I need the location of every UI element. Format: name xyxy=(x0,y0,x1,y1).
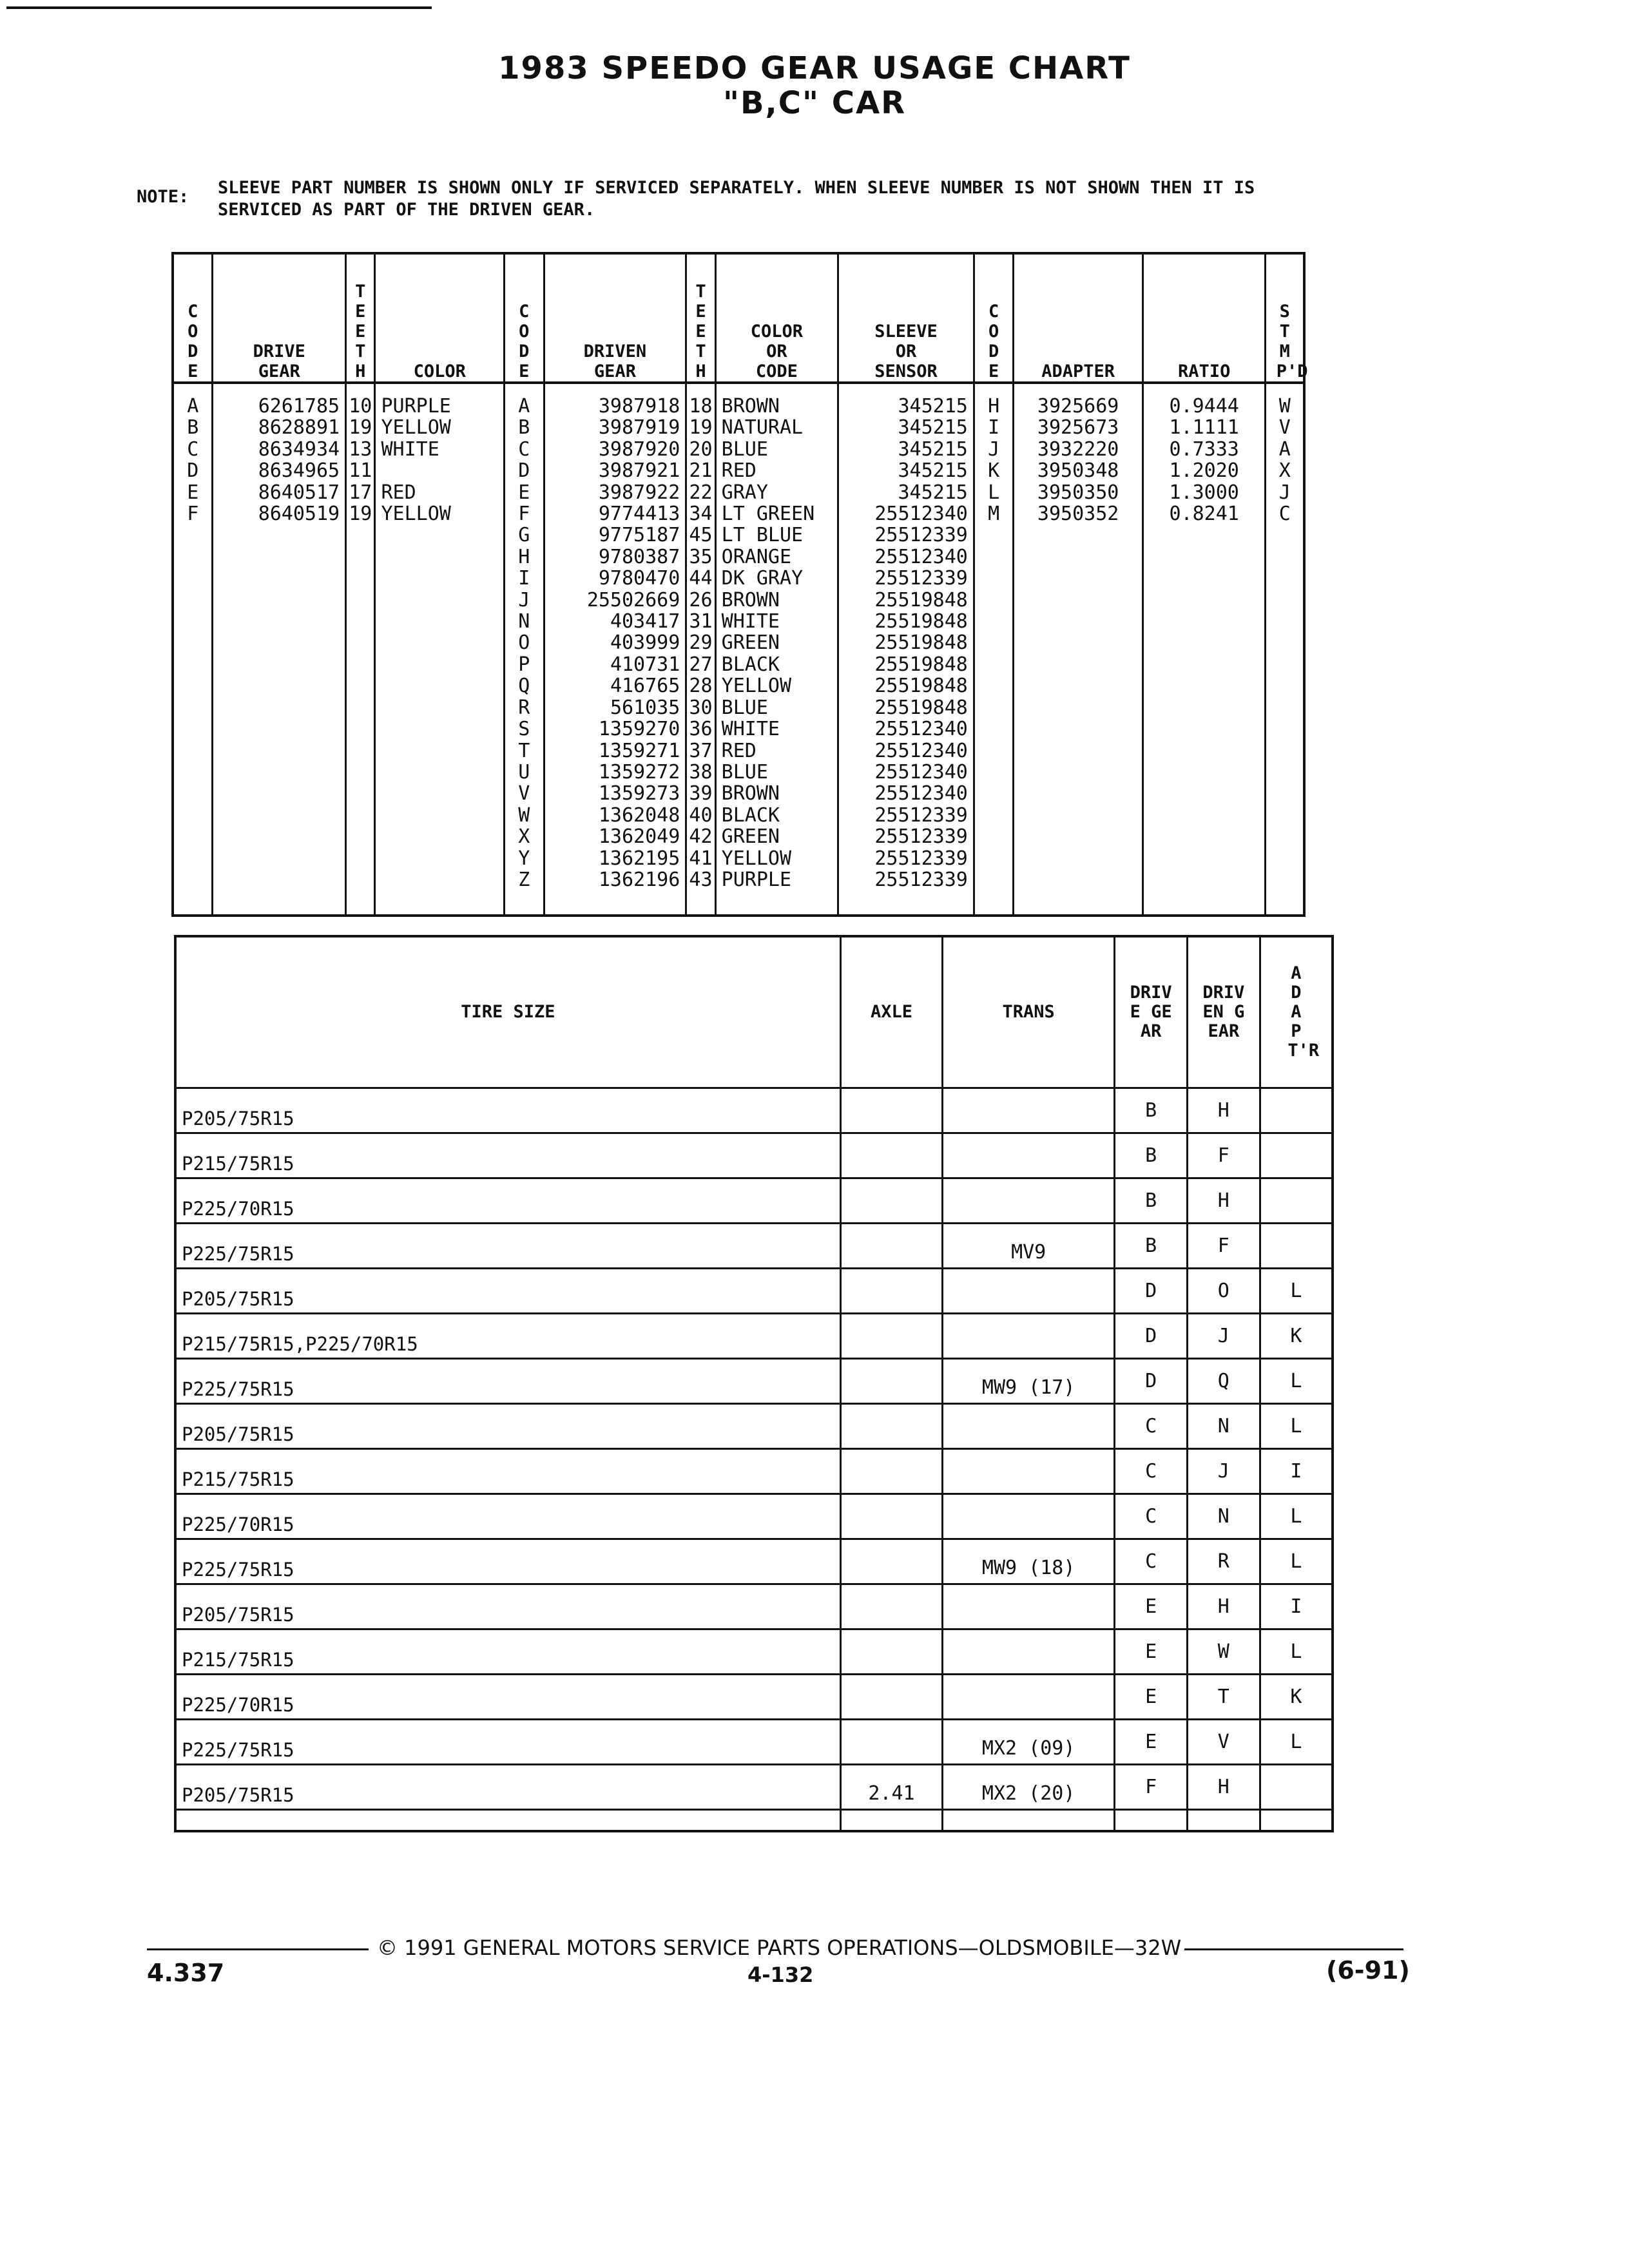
adapter-numbers: 3925669 3925673 3932220 3950348 3950350 3950352 xyxy=(1014,383,1143,916)
usage-row xyxy=(175,1449,1333,1494)
trans-cell: MX2 (09) xyxy=(943,1720,1115,1765)
axle-cell xyxy=(840,1675,942,1720)
header-trans: TRANS xyxy=(943,936,1115,1088)
trans-cell: MV9 xyxy=(943,1224,1115,1269)
driven-gear-cell: H xyxy=(1187,1088,1260,1133)
header-color-code: COLOR OR CODE xyxy=(715,253,838,383)
axle-cell xyxy=(840,1224,942,1269)
footer-left-code: 4.337 xyxy=(147,1959,225,1987)
driven-gear-cell: J xyxy=(1187,1314,1260,1359)
empty-cell xyxy=(1187,1810,1260,1832)
drive-gear-cell: B xyxy=(1115,1224,1188,1269)
drive-gear-cell: C xyxy=(1115,1494,1188,1539)
header-stamped: STMP'D xyxy=(1266,253,1304,383)
trans-cell: MX2 (20) xyxy=(943,1765,1115,1810)
driven-gear-cell: J xyxy=(1187,1449,1260,1494)
tire-size-cell: P225/70R15 xyxy=(175,1178,840,1224)
adapter-cell: K xyxy=(1260,1314,1333,1359)
empty-cell xyxy=(175,1810,840,1832)
gear-table-body xyxy=(173,383,1304,916)
driven-gear-cell: N xyxy=(1187,1494,1260,1539)
drive-gear-cell: D xyxy=(1115,1269,1188,1314)
adapter-cell xyxy=(1260,1088,1333,1133)
usage-row xyxy=(175,1314,1333,1359)
driven-gears: 3987918 3987919 3987920 3987921 3987922 9774413 9775187 9780387 9780470 25502669 403417 403999 410731 416765 561035 1359270 1359271 1359272 1359273 1362048 1362049 1362195 1362196 xyxy=(544,383,686,916)
driven-gear-cell: T xyxy=(1187,1675,1260,1720)
adapter-cell: L xyxy=(1260,1404,1333,1449)
header-tire-size: TIRE SIZE xyxy=(175,936,840,1088)
axle-cell xyxy=(840,1269,942,1314)
adapter-cell: L xyxy=(1260,1494,1333,1539)
adapter-cell xyxy=(1260,1133,1333,1178)
adapter-cell: K xyxy=(1260,1675,1333,1720)
trans-cell xyxy=(943,1314,1115,1359)
adapter-cell: L xyxy=(1260,1720,1333,1765)
driven-teeth: 18 19 20 21 22 34 45 35 44 26 31 29 27 28 30 36 37 38 39 40 42 41 43 xyxy=(686,383,715,916)
gear-table xyxy=(171,252,1306,917)
axle-cell xyxy=(840,1720,942,1765)
drive-gear-cell: E xyxy=(1115,1720,1188,1765)
adapter-cell xyxy=(1260,1178,1333,1224)
page-title: 1983 SPEEDO GEAR USAGE CHART xyxy=(498,50,1131,86)
usage-row xyxy=(175,1178,1333,1224)
header-adapter: ADAPTER xyxy=(1014,253,1143,383)
drive-gear-cell: B xyxy=(1115,1088,1188,1133)
drive-gear-cell: B xyxy=(1115,1133,1188,1178)
page-subtitle: "B,C" CAR xyxy=(722,85,907,121)
trans-cell xyxy=(943,1629,1115,1675)
axle-cell xyxy=(840,1629,942,1675)
trans-cell xyxy=(943,1584,1115,1629)
drive-gear-cell: B xyxy=(1115,1178,1188,1224)
usage-row xyxy=(175,1359,1333,1404)
drive-gears: 6261785 8628891 8634934 8634965 8640517 8640519 xyxy=(213,383,346,916)
axle-cell xyxy=(840,1088,942,1133)
driven-gear-cell: Q xyxy=(1187,1359,1260,1404)
trans-cell xyxy=(943,1088,1115,1133)
header-color-1: COLOR xyxy=(375,253,505,383)
ratios: 0.9444 1.1111 0.7333 1.2020 1.3000 0.8241 xyxy=(1142,383,1266,916)
usage-row xyxy=(175,1539,1333,1584)
stamped-codes: W V A X J C xyxy=(1266,383,1304,916)
axle-cell xyxy=(840,1494,942,1539)
driven-gear-cell: H xyxy=(1187,1178,1260,1224)
drive-colors: PURPLE YELLOW WHITE RED YELLOW xyxy=(375,383,505,916)
usage-row xyxy=(175,1224,1333,1269)
header-sleeve: SLEEVE OR SENSOR xyxy=(838,253,974,383)
axle-cell xyxy=(840,1359,942,1404)
header-driven-gear-2: DRIVEN GEAR xyxy=(1187,936,1260,1088)
top-rule xyxy=(6,6,432,9)
header-drive-gear-2: DRIVE GEAR xyxy=(1115,936,1188,1088)
usage-row xyxy=(175,1584,1333,1629)
footer-page-number: 4-132 xyxy=(747,1963,814,1987)
header-teeth-1: TEETH xyxy=(346,253,375,383)
footer-copyright: © 1991 GENERAL MOTORS SERVICE PARTS OPERATIONS—OLDSMOBILE—32W xyxy=(377,1936,1182,1960)
usage-table xyxy=(174,935,1334,1832)
header-ratio: RATIO xyxy=(1142,253,1266,383)
tire-size-cell: P225/75R15 xyxy=(175,1359,840,1404)
usage-table-header xyxy=(175,936,1333,1088)
usage-row-empty xyxy=(175,1810,1333,1832)
usage-row xyxy=(175,1765,1333,1810)
drive-gear-cell: C xyxy=(1115,1404,1188,1449)
trans-cell xyxy=(943,1494,1115,1539)
axle-cell xyxy=(840,1539,942,1584)
empty-cell xyxy=(1260,1810,1333,1832)
empty-cell xyxy=(1115,1810,1188,1832)
usage-row xyxy=(175,1133,1333,1178)
note-label: NOTE: xyxy=(137,187,189,207)
note-line-2: SERVICED AS PART OF THE DRIVEN GEAR. xyxy=(218,200,595,220)
footer-date-code: (6-91) xyxy=(1326,1956,1410,1984)
drive-gear-cell: E xyxy=(1115,1584,1188,1629)
tire-size-cell: P205/75R15 xyxy=(175,1765,840,1810)
trans-cell xyxy=(943,1404,1115,1449)
tire-size-cell: P205/75R15 xyxy=(175,1404,840,1449)
drive-gear-cell: C xyxy=(1115,1449,1188,1494)
tire-size-cell: P225/75R15 xyxy=(175,1224,840,1269)
axle-cell xyxy=(840,1584,942,1629)
tire-size-cell: P205/75R15 xyxy=(175,1584,840,1629)
drive-gear-cell: D xyxy=(1115,1314,1188,1359)
footer-rule-left xyxy=(147,1948,369,1950)
usage-row xyxy=(175,1404,1333,1449)
driven-gear-cell: F xyxy=(1187,1133,1260,1178)
usage-row xyxy=(175,1088,1333,1133)
trans-cell: MW9 (17) xyxy=(943,1359,1115,1404)
trans-cell xyxy=(943,1449,1115,1494)
tire-size-cell: P205/75R15 xyxy=(175,1088,840,1133)
note-line-1: SLEEVE PART NUMBER IS SHOWN ONLY IF SERVICED SEPARATELY. WHEN SLEEVE NUMBER IS NOT SHOWN THEN IT IS xyxy=(218,178,1255,198)
tire-size-cell: P225/70R15 xyxy=(175,1675,840,1720)
adapter-cell: I xyxy=(1260,1449,1333,1494)
header-axle: AXLE xyxy=(840,936,942,1088)
trans-cell xyxy=(943,1269,1115,1314)
usage-row xyxy=(175,1675,1333,1720)
header-driven-gear: DRIVEN GEAR xyxy=(544,253,686,383)
driven-gear-cell: W xyxy=(1187,1629,1260,1675)
tire-size-cell: P215/75R15 xyxy=(175,1449,840,1494)
axle-cell xyxy=(840,1404,942,1449)
driven-gear-cell: H xyxy=(1187,1765,1260,1810)
trans-cell xyxy=(943,1675,1115,1720)
drive-gear-cell: E xyxy=(1115,1629,1188,1675)
tire-size-cell: P225/75R15 xyxy=(175,1539,840,1584)
drive-gear-cell: F xyxy=(1115,1765,1188,1810)
driven-gear-cell: H xyxy=(1187,1584,1260,1629)
drive-teeth: 10 19 13 11 17 19 xyxy=(346,383,375,916)
axle-cell xyxy=(840,1178,942,1224)
adapter-cell: L xyxy=(1260,1359,1333,1404)
adapter-cell: I xyxy=(1260,1584,1333,1629)
header-code-2: CODE xyxy=(505,253,544,383)
tire-size-cell: P215/75R15 xyxy=(175,1629,840,1675)
drive-gear-cell: D xyxy=(1115,1359,1188,1404)
adapter-cell: L xyxy=(1260,1539,1333,1584)
axle-cell xyxy=(840,1314,942,1359)
tire-size-cell: P225/75R15 xyxy=(175,1720,840,1765)
usage-row xyxy=(175,1720,1333,1765)
sleeve-numbers: 345215 345215 345215 345215 345215 25512340 25512339 25512340 25512339 25519848 25519848 25519848 25519848 25519848 25519848 25512340 25512340 25512340 25512340 25512339 25512339 25512339 25512339 xyxy=(838,383,974,916)
usage-row xyxy=(175,1269,1333,1314)
driven-codes: A B C D E F G H I J N O P Q R S T U V W X Y Z xyxy=(505,383,544,916)
empty-cell xyxy=(840,1810,942,1832)
tire-size-cell: P205/75R15 xyxy=(175,1269,840,1314)
trans-cell xyxy=(943,1178,1115,1224)
header-code-1: CODE xyxy=(173,253,213,383)
adapter-cell: L xyxy=(1260,1629,1333,1675)
adapter-codes: H I J K L M xyxy=(974,383,1013,916)
adapter-cell xyxy=(1260,1224,1333,1269)
driven-gear-cell: O xyxy=(1187,1269,1260,1314)
driven-gear-cell: R xyxy=(1187,1539,1260,1584)
trans-cell: MW9 (18) xyxy=(943,1539,1115,1584)
empty-cell xyxy=(943,1810,1115,1832)
gear-table-header xyxy=(173,253,1304,383)
adapter-cell xyxy=(1260,1765,1333,1810)
drive-gear-cell: E xyxy=(1115,1675,1188,1720)
header-drive-gear: DRIVE GEAR xyxy=(213,253,346,383)
axle-cell xyxy=(840,1133,942,1178)
drive-gear-cell: C xyxy=(1115,1539,1188,1584)
header-teeth-2: TEETH xyxy=(686,253,715,383)
driven-gear-cell: V xyxy=(1187,1720,1260,1765)
drive-codes: A B C D E F xyxy=(173,383,213,916)
header-adapter-2: ADAPT'R xyxy=(1260,936,1333,1088)
usage-row xyxy=(175,1629,1333,1675)
tire-size-cell: P225/70R15 xyxy=(175,1494,840,1539)
driven-gear-cell: N xyxy=(1187,1404,1260,1449)
trans-cell xyxy=(943,1133,1115,1178)
tire-size-cell: P215/75R15,P225/70R15 xyxy=(175,1314,840,1359)
adapter-cell: L xyxy=(1260,1269,1333,1314)
header-code-3: CODE xyxy=(974,253,1013,383)
tire-size-cell: P215/75R15 xyxy=(175,1133,840,1178)
footer-rule-right xyxy=(1184,1948,1403,1950)
driven-colors: BROWN NATURAL BLUE RED GRAY LT GREEN LT BLUE ORANGE DK GRAY BROWN WHITE GREEN BLACK YELLOW BLUE WHITE RED BLUE BROWN BLACK GREEN YELLOW PURPLE xyxy=(715,383,838,916)
usage-row xyxy=(175,1494,1333,1539)
driven-gear-cell: F xyxy=(1187,1224,1260,1269)
axle-cell xyxy=(840,1449,942,1494)
axle-cell: 2.41 xyxy=(840,1765,942,1810)
